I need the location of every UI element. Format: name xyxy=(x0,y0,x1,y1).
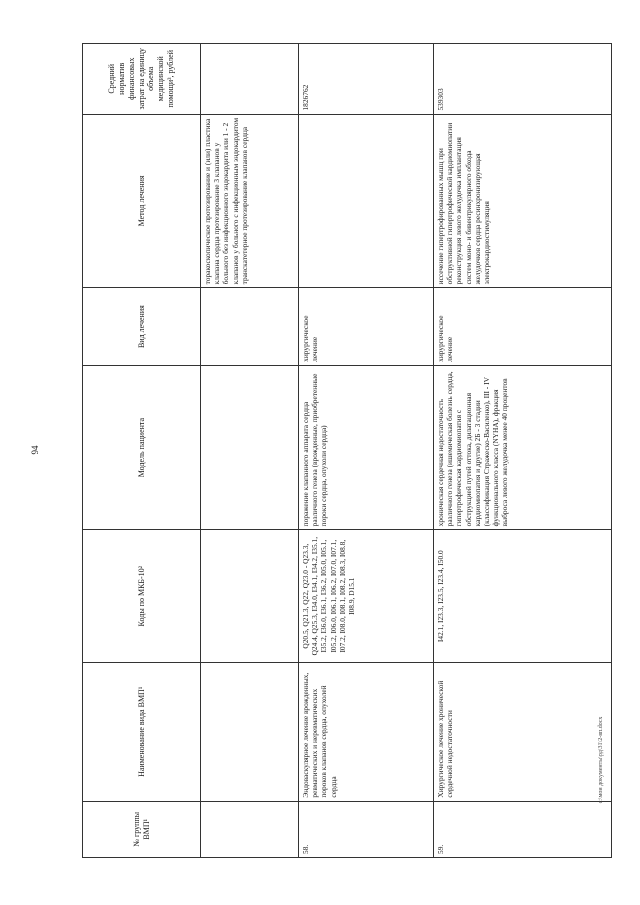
header-treatment-method: Метод лечения xyxy=(83,114,201,288)
footer-file-path: c:\мои документы\рд\31\2-вп.docx xyxy=(598,716,604,804)
cell-patient-model: поражение клапанного аппарата сердца различного генеза (врожденные, приобретенные пороки сердца, опухоли сердца) xyxy=(299,365,434,529)
cell-empty xyxy=(201,288,299,366)
cell-empty xyxy=(201,44,299,115)
cell-treatment-type: хирургическое лечение xyxy=(299,288,434,366)
table-row xyxy=(299,44,434,858)
header-avg-cost: Средний норматив финансовых затрат на единицу объема медицинской помощи³, рублей xyxy=(83,44,201,115)
table-row-continuation xyxy=(201,44,299,858)
cell-empty xyxy=(201,801,299,857)
cell-empty xyxy=(201,365,299,529)
vmp-table-landscape xyxy=(82,43,612,858)
header-vmp-name: Наименование вида ВМП¹ xyxy=(83,663,201,802)
cell-group-no: 59. xyxy=(434,801,612,857)
cell-avg-cost: 1826762 xyxy=(299,44,434,115)
cell-avg-cost: 539303 xyxy=(434,44,612,115)
cell-treatment-method: торакоскопическое протезирование и (или) пластика клапана сердца протезирование 3 клапанов у больного без инфекционного эндокардита или 1 - 2 клапанов у больного с инфекционным эндокардитом транскатетерное протезирование клапанов сердца xyxy=(201,114,299,288)
header-group-no: № группы ВМП¹ xyxy=(83,801,201,857)
cell-vmp-name: Хирургическое лечение хронической сердечной недостаточности xyxy=(434,663,612,802)
header-patient-model: Модель пациента xyxy=(83,365,201,529)
header-mkb-codes: Коды по МКБ-10² xyxy=(83,530,201,663)
cell-treatment-type: хирургическое лечение xyxy=(434,288,612,366)
page-number: 94 xyxy=(30,445,40,455)
cell-empty xyxy=(201,663,299,802)
header-treatment-type: Вид лечения xyxy=(83,288,201,366)
vmp-table xyxy=(82,43,612,858)
cell-empty xyxy=(201,530,299,663)
cell-group-no: 58. xyxy=(299,801,434,857)
table-header-row xyxy=(83,44,201,858)
cell-mkb-codes: I42.1, I23.3, I23.5, I23.4, I50.0 xyxy=(434,530,612,663)
table-row xyxy=(434,44,612,858)
cell-patient-model: хроническая сердечная недостаточность различного генеза (ишемическая болезнь сердца, гипертрофическая кардиомиопатия с обструкцией путей оттока, дилатационная кардиомиопатия и другие) 2Б - 3 стадии (классификация Стражеско-Василенко), III - IV функционального класса (NYHA), фракция выброса левого желудочка менее 40 процентов xyxy=(434,365,612,529)
cell-vmp-name: Эндоваскулярное лечение врожденных, ревматических и неревматических пороков клапанов сердца, опухолей сердца xyxy=(299,663,434,802)
cell-treatment-method: иссечение гипертрофированных мышц при обструктивной гипертрофической кардиомиопатии реконструкция левого желудочка имплантация систем моно- и бивентрикулярного обхода желудочков сердца ресинхронизирующая электрокардиостимуляция xyxy=(434,114,612,288)
cell-mkb-codes: Q20.5, Q21.3, Q22, Q23.0 - Q23.3, Q24.4, Q25.3, I34.0, I34.1, I34.2, I35.1, I35.2, I36.0, I36.1, I36.2, I05.0, I05.1, I05.2, I06.0, I06.1, I06.2, I07.0, I07.1, I07.2, I08.0, I08.1, I08.2, I08.3, I08.8, I08.9, D15.1 xyxy=(299,530,434,663)
cell-treatment-method xyxy=(299,114,434,288)
